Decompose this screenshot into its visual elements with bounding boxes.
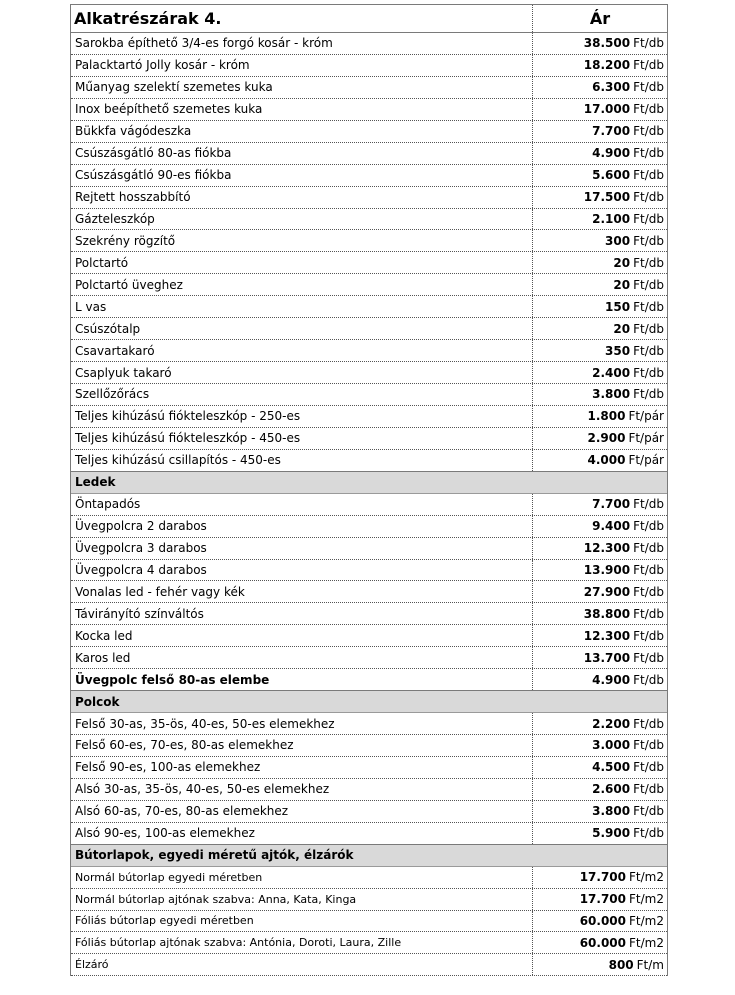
item-name: Polctartó üveghez	[75, 277, 183, 292]
table-header	[71, 5, 667, 33]
table-row	[71, 735, 667, 757]
table-row	[71, 55, 667, 77]
price-value: 12.300	[583, 628, 631, 643]
table-row	[71, 165, 667, 187]
price-cell	[532, 340, 667, 361]
price-column-header: Ár	[532, 5, 667, 32]
price-unit: Ft/db	[633, 299, 664, 314]
price-unit: Ft/db	[633, 628, 664, 643]
price-cell	[532, 757, 667, 778]
price-unit: Ft/db	[633, 211, 664, 226]
item-name: Csavartakaró	[75, 343, 155, 358]
price-value: 60.000	[579, 935, 627, 950]
price-cell	[532, 625, 667, 646]
price-unit: Ft/db	[633, 519, 664, 534]
price-unit: Ft/db	[633, 321, 664, 336]
price-unit: Ft/db	[633, 716, 664, 731]
price-value: 5.600	[592, 168, 631, 183]
price-cell	[532, 911, 667, 932]
price-value: 2.400	[592, 365, 631, 380]
price-value: 38.500	[583, 36, 631, 51]
table-row	[71, 362, 667, 384]
price-cell	[532, 274, 667, 295]
item-name: Fóliás bútorlap ajtónak szabva: Antónia, Doroti, Laura, Zille	[75, 936, 402, 950]
item-name: Normál bútorlap egyedi méretben	[75, 870, 263, 884]
price-unit: Ft/db	[633, 584, 664, 599]
table-row	[71, 581, 667, 603]
price-cell	[532, 296, 667, 317]
item-name: Élzáró	[75, 958, 109, 972]
table-row	[71, 121, 667, 143]
table-row	[71, 538, 667, 560]
price-cell	[532, 230, 667, 251]
item-name: Inox beépíthető szemetes kuka	[75, 102, 263, 117]
table-row	[71, 625, 667, 647]
price-unit: Ft/db	[633, 804, 664, 819]
price-unit: Ft/m2	[629, 870, 664, 885]
item-name: Alsó 30-as, 35-ös, 40-es, 50-es elemekhez	[75, 782, 330, 797]
price-cell	[532, 384, 667, 405]
item-name: L vas	[75, 299, 107, 314]
item-name: Bükkfa vágódeszka	[75, 124, 192, 139]
price-unit: Ft/pár	[628, 453, 664, 468]
price-value: 13.900	[583, 562, 631, 577]
price-cell	[532, 845, 667, 866]
price-unit: Ft/db	[633, 387, 664, 402]
table-row	[71, 406, 667, 428]
item-name: Szekrény rögzítő	[75, 233, 176, 248]
table-row	[71, 603, 667, 625]
table-row	[71, 647, 667, 669]
price-value: 20	[613, 321, 631, 336]
item-name: Csaplyuk takaró	[75, 365, 172, 380]
price-unit: Ft/m	[636, 957, 664, 972]
price-value: 9.400	[592, 519, 631, 534]
price-value: 4.900	[592, 672, 631, 687]
item-name: Palacktartó Jolly kosár - króm	[75, 58, 250, 73]
price-value: 2.200	[592, 716, 631, 731]
price-cell	[532, 779, 667, 800]
table-row	[71, 274, 667, 296]
item-name: Felső 60-es, 70-es, 80-as elemekhez	[75, 738, 294, 753]
price-value: 17.000	[583, 102, 631, 117]
price-unit: Ft/db	[633, 738, 664, 753]
price-value: 7.700	[592, 497, 631, 512]
section-row	[71, 845, 667, 867]
item-name: Teljes kihúzású csillapítós - 450-es	[75, 453, 281, 468]
price-cell	[532, 77, 667, 98]
price-cell	[532, 581, 667, 602]
price-unit: Ft/m2	[629, 913, 664, 928]
price-cell	[532, 55, 667, 76]
section-title: Polcok	[75, 694, 120, 709]
price-value: 20	[613, 255, 631, 270]
price-cell	[532, 867, 667, 888]
price-value: 2.100	[592, 211, 631, 226]
price-value: 2.600	[592, 782, 631, 797]
price-value: 3.000	[592, 738, 631, 753]
price-cell	[532, 33, 667, 54]
item-name: Fóliás bútorlap egyedi méretben	[75, 914, 254, 928]
table-row	[71, 494, 667, 516]
section-row	[71, 472, 667, 494]
table-row	[71, 669, 667, 691]
price-unit: Ft/db	[633, 277, 664, 292]
table-body	[71, 33, 667, 976]
price-cell	[532, 187, 667, 208]
table-row	[71, 911, 667, 933]
item-name: Csúszótalp	[75, 321, 141, 336]
price-cell	[532, 603, 667, 624]
price-unit: Ft/m2	[629, 935, 664, 950]
price-unit: Ft/db	[633, 343, 664, 358]
price-cell	[532, 889, 667, 910]
item-name: Felső 90-es, 100-as elemekhez	[75, 760, 261, 775]
price-cell	[532, 450, 667, 471]
price-cell	[532, 954, 667, 975]
price-unit: Ft/db	[633, 826, 664, 841]
table-row	[71, 713, 667, 735]
table-row	[71, 757, 667, 779]
price-unit: Ft/db	[633, 606, 664, 621]
section-row	[71, 691, 667, 713]
table-row	[71, 779, 667, 801]
price-cell	[532, 647, 667, 668]
price-value: 60.000	[579, 913, 627, 928]
item-name: Üvegpolcra 3 darabos	[75, 541, 207, 556]
table-row	[71, 209, 667, 231]
price-cell	[532, 538, 667, 559]
price-value: 5.900	[592, 826, 631, 841]
price-value: 12.300	[583, 541, 631, 556]
price-unit: Ft/db	[633, 497, 664, 512]
item-name: Normál bútorlap ajtónak szabva: Anna, Kata, Kinga	[75, 892, 357, 906]
price-unit: Ft/db	[633, 58, 664, 73]
price-cell	[532, 406, 667, 427]
item-name: Felső 30-as, 35-ös, 40-es, 50-es elemekhez	[75, 716, 335, 731]
price-cell	[532, 318, 667, 339]
price-value: 150	[605, 299, 631, 314]
price-cell	[532, 713, 667, 734]
price-value: 18.200	[583, 58, 631, 73]
price-cell	[532, 735, 667, 756]
section-title: Ledek	[75, 475, 116, 490]
price-cell	[532, 669, 667, 690]
price-unit: Ft/db	[633, 650, 664, 665]
table-row	[71, 428, 667, 450]
price-cell	[532, 99, 667, 120]
price-unit: Ft/pár	[628, 431, 664, 446]
item-name: Műanyag szelektí szemetes kuka	[75, 80, 273, 95]
price-value: 17.700	[579, 870, 627, 885]
table-row	[71, 801, 667, 823]
price-unit: Ft/db	[633, 541, 664, 556]
price-cell	[532, 428, 667, 449]
price-cell	[532, 932, 667, 953]
item-name: Teljes kihúzású fiókteleszkóp - 250-es	[75, 409, 301, 424]
item-name: Alsó 60-as, 70-es, 80-as elemekhez	[75, 804, 289, 819]
table-row	[71, 252, 667, 274]
item-name: Kocka led	[75, 628, 133, 643]
table-row	[71, 823, 667, 845]
price-unit: Ft/db	[633, 672, 664, 687]
price-value: 27.900	[583, 584, 631, 599]
price-value: 38.800	[583, 606, 631, 621]
item-name: Sarokba építhető 3/4-es forgó kosár - króm	[75, 36, 333, 51]
item-name: Üvegpolc felső 80-as elembe	[75, 672, 270, 687]
table-row	[71, 33, 667, 55]
table-row	[71, 932, 667, 954]
price-value: 300	[605, 233, 631, 248]
table-row	[71, 187, 667, 209]
price-table	[70, 4, 668, 976]
price-value: 4.000	[587, 453, 626, 468]
table-row	[71, 296, 667, 318]
price-value: 4.500	[592, 760, 631, 775]
price-value: 1.800	[587, 409, 626, 424]
price-cell	[532, 362, 667, 383]
price-cell	[532, 516, 667, 537]
price-value: 6.300	[592, 80, 631, 95]
item-name: Karos led	[75, 650, 131, 665]
price-cell	[532, 252, 667, 273]
table-row	[71, 560, 667, 582]
item-name: Csúszásgátló 90-es fiókba	[75, 168, 232, 183]
price-unit: Ft/db	[633, 102, 664, 117]
table-row	[71, 318, 667, 340]
price-value: 3.800	[592, 804, 631, 819]
price-unit: Ft/db	[633, 782, 664, 797]
price-cell	[532, 691, 667, 712]
section-title: Bútorlapok, egyedi méretű ajtók, élzárók	[75, 848, 354, 863]
table-row	[71, 143, 667, 165]
price-value: 17.500	[583, 190, 631, 205]
price-cell	[532, 209, 667, 230]
table-row	[71, 99, 667, 121]
price-unit: Ft/db	[633, 124, 664, 139]
price-value: 17.700	[579, 892, 627, 907]
table-row	[71, 516, 667, 538]
price-cell	[532, 121, 667, 142]
price-unit: Ft/db	[633, 562, 664, 577]
table-row	[71, 384, 667, 406]
price-cell	[532, 165, 667, 186]
price-value: 800	[608, 957, 634, 972]
table-row	[71, 867, 667, 889]
item-name: Csúszásgátló 80-as fiókba	[75, 146, 232, 161]
price-value: 13.700	[583, 650, 631, 665]
price-unit: Ft/m2	[629, 892, 664, 907]
price-cell	[532, 472, 667, 493]
item-name: Teljes kihúzású fiókteleszkóp - 450-es	[75, 431, 301, 446]
price-cell	[532, 494, 667, 515]
price-cell	[532, 560, 667, 581]
price-value: 4.900	[592, 146, 631, 161]
price-unit: Ft/db	[633, 760, 664, 775]
price-cell	[532, 801, 667, 822]
item-name: Vonalas led - fehér vagy kék	[75, 584, 245, 599]
table-row	[71, 954, 667, 976]
price-unit: Ft/db	[633, 168, 664, 183]
table-row	[71, 77, 667, 99]
item-name: Polctartó	[75, 255, 129, 270]
price-unit: Ft/db	[633, 365, 664, 380]
price-cell	[532, 143, 667, 164]
item-name: Rejtett hosszabbító	[75, 190, 191, 205]
item-name: Üvegpolcra 2 darabos	[75, 519, 207, 534]
item-name: Alsó 90-es, 100-as elemekhez	[75, 826, 255, 841]
price-unit: Ft/db	[633, 146, 664, 161]
price-unit: Ft/db	[633, 233, 664, 248]
table-row	[71, 450, 667, 472]
table-row	[71, 340, 667, 362]
price-value: 20	[613, 277, 631, 292]
item-name: Szellőzőrács	[75, 387, 150, 402]
item-name: Gázteleszkóp	[75, 211, 155, 226]
price-value: 7.700	[592, 124, 631, 139]
price-unit: Ft/db	[633, 80, 664, 95]
table-row	[71, 889, 667, 911]
item-name: Üvegpolcra 4 darabos	[75, 562, 207, 577]
price-value: 2.900	[587, 431, 626, 446]
price-unit: Ft/pár	[628, 409, 664, 424]
price-cell	[532, 823, 667, 844]
table-row	[71, 230, 667, 252]
price-unit: Ft/db	[633, 36, 664, 51]
price-value: 350	[605, 343, 631, 358]
item-name: Távirányító színváltós	[75, 606, 204, 621]
item-name: Öntapadós	[75, 497, 141, 512]
price-value: 3.800	[592, 387, 631, 402]
table-title: Alkatrészárak 4.	[74, 9, 222, 28]
price-unit: Ft/db	[633, 190, 664, 205]
price-unit: Ft/db	[633, 255, 664, 270]
